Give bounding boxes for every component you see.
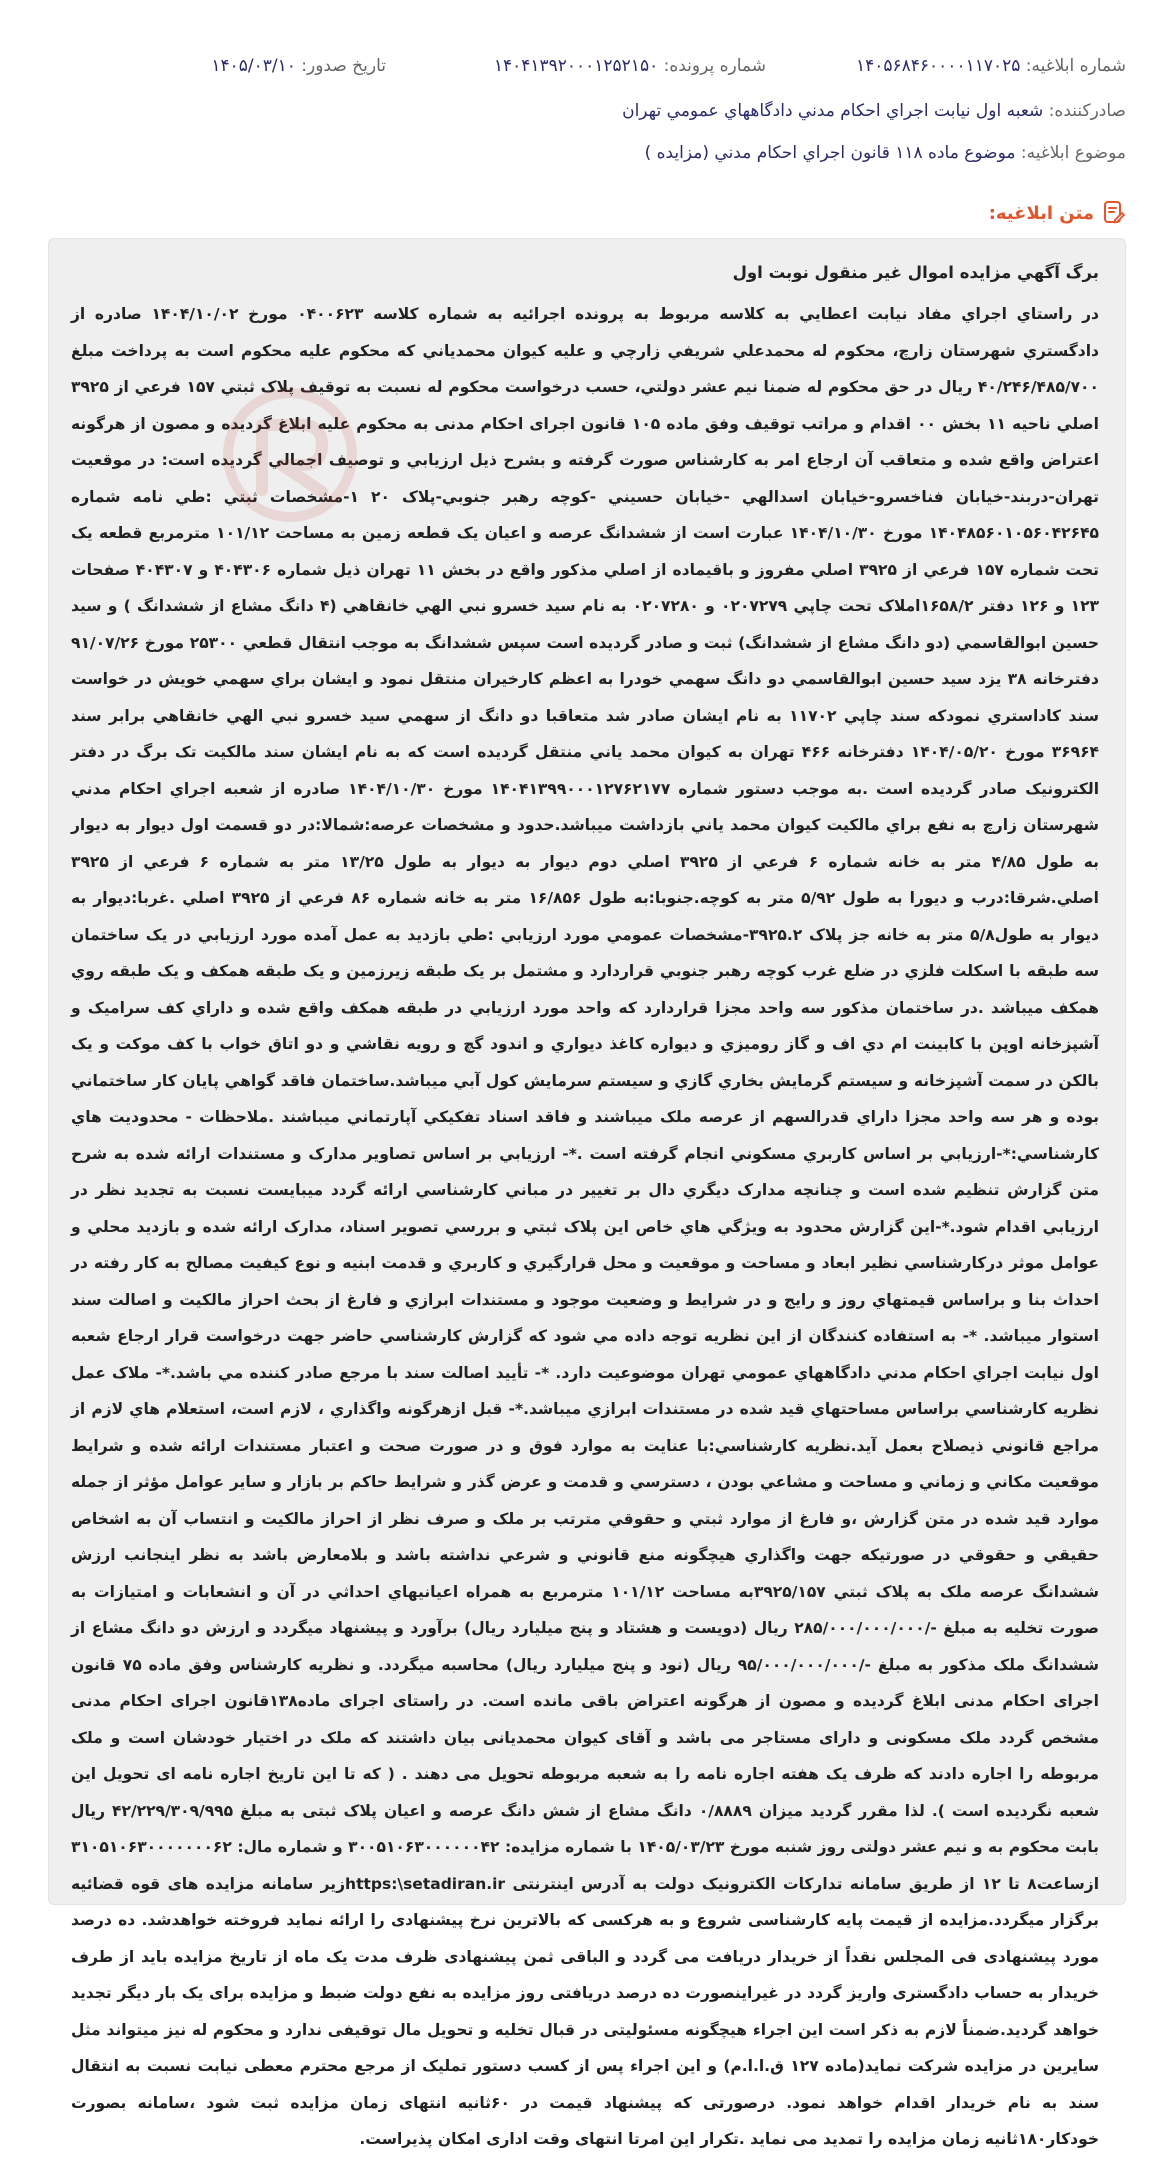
notice-section-label: متن ابلاغيه: bbox=[988, 202, 1094, 224]
date-label: تاريخ صدور: bbox=[301, 56, 386, 76]
notice-section-header bbox=[989, 198, 1126, 228]
reference-number bbox=[856, 56, 1126, 76]
subject-value: موضوع ماده ۱۱۸ قانون اجراي احکام مدني (مزايده ) bbox=[644, 143, 1016, 163]
date-value: ۱۴۰۵/۰۳/۱۰ bbox=[211, 56, 296, 76]
case-label: شماره پرونده: bbox=[663, 56, 766, 76]
issuer-row bbox=[48, 101, 1126, 121]
reference-label: شماره ابلاغيه: bbox=[1025, 56, 1126, 76]
case-value: ۱۴۰۴۱۳۹۲۰۰۰۱۲۵۲۱۵۰ bbox=[493, 56, 659, 76]
case-number bbox=[494, 56, 766, 76]
notice-title: برگ آگهي مزايده اموال غير منقول نوبت اول bbox=[732, 263, 1099, 282]
notice-content-box bbox=[48, 238, 1126, 2148]
issuer-label: صادرکننده: bbox=[1048, 101, 1126, 121]
issuer-value: شعبه اول نيابت اجراي احکام مدني دادگاههاي عمومي تهران bbox=[622, 101, 1044, 121]
reference-value: ۱۴۰۵۶۸۴۶۰۰۰۰۱۱۷۰۲۵ bbox=[856, 56, 1021, 76]
notice-body: در راستاي اجراي مفاد نيابت اعطايي به کلاسه مربوط به پرونده اجرائيه به شماره کلاسه ۰۴۰۰۶۲۳ مورخ ۱۴۰۴/۱۰/۰۲ صادره از دادگستري شهرستان زارچ، محکوم له محمدعلي شريفي زارچي و عليه کيوان محمدياني که محکوم عليه محکوم است به پرداخت مبلغ ۴۰/۲۴۶/۴۸۵/۷۰۰ ريال در حق محکوم له ضمنا نيم عشر دولتي، حسب درخواست محکوم له نسبت به توقيف پلاک ثبتي ۱۵۷ فرعي از ۳۹۲۵ اصلي ناحيه ۱۱ بخش ۰۰ اقدام و مراتب توقيف وفق ماده ۱۰۵ قانون اجرای احکام مدنی به محکوم علیه ابلاغ گردیده و مصون از هرگونه اعتراض واقع شده و متعاقب آن ارجاع امر به کارشناس صورت گرفته و بشرح ذيل ارزيابي و توصيف اجمالي گرديده است: در موقعيت تهران-دربند-خيابان فناخسرو-خيابان اسدالهي -خيابان حسيني -کوچه رهبر جنوبي-پلاک ۲۰ ۱-مشخصات ثبتي :طي نامه شماره ۱۴۰۴۸۵۶۰۱۰۵۶۰۴۲۶۴۵ مورخ ۱۴۰۴/۱۰/۳۰ عبارت است از ششدانگ عرصه و اعيان يک قطعه زمين به مساحت ۱۰۱/۱۲ مترمربع قطعه يک تحت شماره ۱۵۷ فرعي از ۳۹۲۵ اصلي مفروز و باقيماده از اصلي مذکور واقع در بخش ۱۱ تهران ذيل شماره ۴۰۴۳۰۶ و ۴۰۴۳۰۷ صفحات ۱۲۳ و ۱۲۶ دفتر ۱۶۵۸/۲املاک تحت چاپي ۰۲۰۷۲۷۹ و ۰۲۰۷۲۸۰ به نام سيد خسرو نبي الهي خانقاهي (۴ دانگ مشاع از ششدانگ ) و سيد حسين ابوالقاسمي (دو دانگ مشاع از ششدانگ) ثبت و صادر گرديده است سپس ششدانگ به موجب انتقال قطعي ۲۵۳۰۰ مورخ ۹۱/۰۷/۲۶ دفترخانه ۳۸ يزد سيد حسين ابوالقاسمي دو دانگ سهمي خودرا به اعظم کارخيران منتقل نمود و ايشان براي سهمي خويش در خواست سند کاداستري نمودکه سند چاپي ۱۱۷۰۲ به نام ايشان صادر شد متعاقبا دو دانگ از سهمي سيد خسرو نبي الهي خانقاهي برابر سند ۳۶۹۶۴ مورخ ۱۴۰۴/۰۵/۲۰ دفترخانه ۴۶۶ تهران به کيوان محمد ياني منتقل گرديده است که به نام ايشان سند مالکيت تک برگ در دفتر الکترونيک صادر گرديده است .به موجب دستور شماره ۱۴۰۴۱۳۹۹۰۰۰۱۲۷۶۲۱۷۷ مورخ ۱۴۰۴/۱۰/۳۰ صادره از شعبه اجراي احکام مدني شهرستان زارچ به نفع براي مالکيت کيوان محمد ياني بازداشت ميباشد.حدود و مشخصات عرصه:شمالا:در دو قسمت اول ديوار به ديوار به طول ۴/۸۵ متر به خانه شماره ۶ فرعي از ۳۹۲۵ اصلي دوم ديوار به ديوار به طول ۱۳/۲۵ متر به شماره ۶ فرعي از ۳۹۲۵ اصلي.شرقا:درب و ديورا به طول ۵/۹۲ متر به کوچه.جنوبا:به طول ۱۶/۸۵۶ متر به خانه شماره ۸۶ فرعي از ۳۹۲۵ اصلي .غربا:ديوار به ديوار به طول۵/۸ متر به خانه جز پلاک ۳۹۲۵.۲-مشخصات عمومي مورد ارزيابي :طي بازديد به عمل آمده مورد ارزيابي در يک ساختمان سه طبقه با اسکلت فلزي در ضلع غرب کوچه رهبر جنوبي قراردارد و مشتمل بر يک طبقه زيرزمين و يک طبقه همکف و يک طبقه روي همکف ميباشد .در ساختمان مذکور سه واحد مجزا قراردارد که واحد مورد ارزيابي در طبقه همکف واقع شده و داراي کف سراميک و آشپزخانه اوپن با کابينت ام دي اف و گاز روميزي و ديواره کاغذ ديواري و اندود گچ و رويه نقاشي و دو اتاق خواب با کف موکت و يک بالکن در سمت آشپزخانه و سيستم گرمايش بخاري گازي و سيستم سرمايش کول آبي ميباشد.ساختمان فاقد گواهي پايان کار ساختماني بوده و هر سه واحد مجزا داراي قدرالسهم از عرصه ملک ميباشند و فاقد اسناد تفکيکي آپارتماني ميباشند .ملاحظات - محدوديت هاي کارشناسي:*-ارزيابي بر اساس کاربري مسکوني انجام گرفته است .*- ارزيابي بر اساس تصاوير مدارک و مستندات ارائه شده به شرح متن گزارش تنظيم شده است و چنانچه مدارک ديگري دال بر تغيير در مباني کارشناسي ارائه گردد ميبايست نسبت به تجديد نظر در ارزيابي اقدام شود.*-اين گزارش محدود به ويژگي هاي خاص اين پلاک ثبتي و بررسي تصوير اسناد، مدارک ارائه شده و بازديد محلي و عوامل موثر درکارشناسي نظير ابعاد و مساحت و موقعيت و محل قرارگيري و کاربري و قدمت ابنيه و نوع کيفيت مصالح به کار رفته در احداث بنا و براساس قيمتهاي روز و رايج و در شرايط و وضعيت موجود و مستندات ابرازي و فارغ از بحث احراز مالکيت و اصالت سند استوار ميباشد. *- به استفاده کنندگان از اين نظريه توجه داده مي شود که گزارش کارشناسي حاضر جهت درخواست قرار ارجاع شعبه اول نيابت اجراي احکام مدني دادگاههاي عمومي تهران موضوعيت دارد. *- تأييد اصالت سند با مرجع صادر کننده مي باشد.*- ملاک عمل نظريه کارشناسي براساس مساحتهاي قيد شده در مستندات ابرازي ميباشد.*- قبل ازهرگونه واگذاري ، لازم است، استعلام هاي لازم از مراجع قانوني ذيصلاح بعمل آيد.نظريه کارشناسي:با عنايت به موارد فوق و در صورت صحت و اعتبار مستندات ارائه شده و شرايط موقعيت مکاني و زماني و مساحت و مشاعي بودن ، دسترسي و قدمت و عرض گذر و شرايط حاکم بر بازار و ساير عوامل مؤثر از جمله موارد قيد شده در متن گزارش ،و فارغ از موارد ثبتي و حقوقي مترتب بر ملک و صرف نظر از احراز مالکيت و انتساب آن به اشخاص حقيقي و حقوقي در صورتيکه جهت واگذاري هيچگونه منع قانوني و شرعي نداشته باشد و بلامعارض باشد به نظر اينجانب ارزش ششدانگ عرصه ملک به پلاک ثبتي ۳۹۲۵/۱۵۷به مساحت ۱۰۱/۱۲ مترمربع به همراه اعيانيهاي احداثي در آن و انشعابات و امتيازات به صورت تخليه به مبلغ -/۲۸۵/۰۰۰/۰۰۰/۰۰۰ ريال (دويست و هشتاد و پنج ميليارد ريال) برآورد و پيشنهاد ميگردد و ارزش دو دانگ مشاع از ششدانگ ملک مذکور به مبلغ -/۹۵/۰۰۰/۰۰۰/۰۰۰ ريال (نود و پنج ميليارد ريال) محاسبه ميگردد. و نظریه کارشناس وفق ماده ۷۵ قانون اجرای احکام مدنی ابلاغ گردیده و مصون از هرگونه اعتراض باقی مانده است. در راستای اجرای ماده۱۳۸قانون اجرای احکام مدنی مشخص گردد ملک مسکونی و دارای مستاجر می باشد و آقای کیوان محمدیانی بیان داشتند که ملک در اختیار خودشان است و ملک مربوطه را اجاره دادند که ظرف یک هفته اجاره نامه را به شعبه مربوطه تحویل می دهند . ( که تا این تاریخ اجاره نامه ای تحویل این شعبه نگردیده است ). لذا مقرر گردید میزان ۰/۸۸۸۹ دانگ مشاع از شش دانگ عرصه و اعیان پلاک ثبتی به مبلغ ۴۲/۲۲۹/۳۰۹/۹۹۵ ریال بابت محکوم به و نیم عشر دولتی روز شنبه مورخ ۱۴۰۵/۰۳/۲۳ با شماره مزایده: ۳۰۰۵۱۰۶۳۰۰۰۰۰۰۴۲ و شماره مال: ۳۱۰۵۱۰۶۳۰۰۰۰۰۰۰۶۲ ازساعت۸ تا ۱۲ از طریق سامانه تدارکات الکترونیک دولت به آدرس اینترنتی https:\setadiran.irزیر سامانه مزایده های قوه قضائیه برگزار میگردد.مزایده از قیمت پایه کارشناسی شروع و به هرکسی که بالاترین نرخ پیشنهادی را ارائه نماید فروخته خواهدشد. ده درصد مورد پیشنهادی فی المجلس نقداً از خریدار دریافت می گردد و الباقی ثمن پیشنهادی ظرف مدت یک ماه از تاریخ مزایده باید از طرف خریدار به حساب دادگستری واریز گردد در غیراینصورت ده درصد دریافتی روز مزایده به نفع دولت ضبط و مزایده برای یک بار دیگر تجدید خواهد گردید.ضمناً لازم به ذکر است این اجراء هیچگونه مسئولیتی در قبال تخلیه و تحویل مال توقیفی ندارد و محکوم له نیز میتواند مثل سایرین در مزایده شرکت نماید(ماده ۱۲۷ ق.ا.ا.م) و این اجراء پس از کسب دستور تملیک از مرجع محترم معطی نیابت نسبت به انتقال سند به نام خریدار اقدام خواهد نمود. درصورتی که پیشنهاد قیمت در ۶۰ثانیه انتهای زمان مزایده ثبت شود ،سامانه بصورت خودکار۱۸۰ثانیه زمان مزایده را تمدید می نماید .تکرار این امرتا انتهای وقت اداری امکان پذیراست. bbox=[71, 305, 1100, 2148]
subject-label: موضوع ابلاغيه: bbox=[1020, 143, 1126, 163]
issue-date bbox=[211, 56, 386, 76]
subject-row bbox=[48, 143, 1126, 163]
meta-row bbox=[48, 56, 1126, 82]
document-edit-icon bbox=[1102, 200, 1126, 226]
